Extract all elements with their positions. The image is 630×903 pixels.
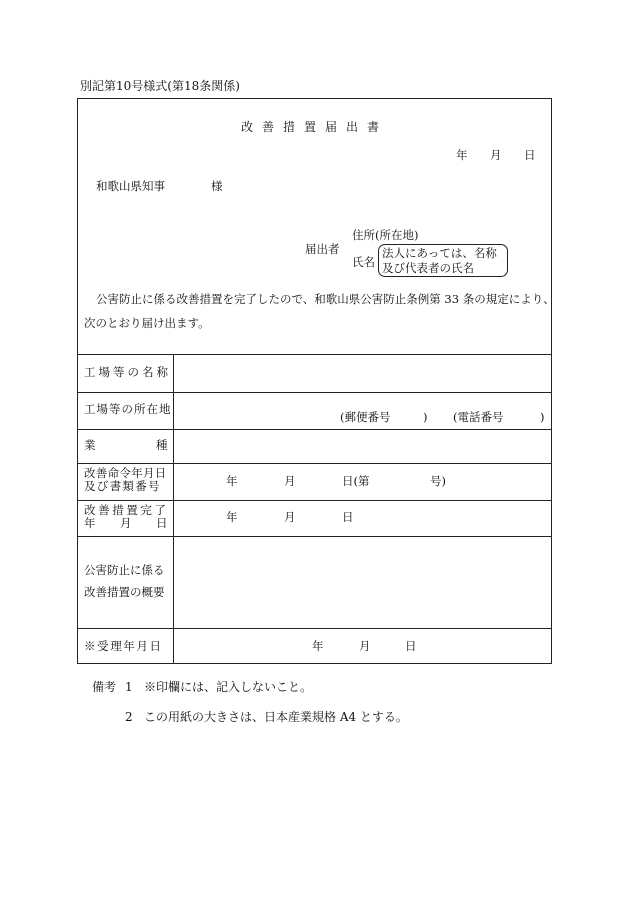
order-date-year: 年 [226, 474, 238, 488]
order-date-day: 日(第 [342, 474, 370, 488]
postal-code-close: ) [423, 410, 428, 424]
phone-number-label: (電話番号 [453, 410, 504, 424]
industry-label-b: 種 [156, 438, 168, 452]
completion-date-day: 日 [342, 510, 354, 524]
factory-location-label: 工場等の所在地 [84, 402, 172, 416]
completion-label-day: 日 [156, 516, 168, 530]
header-date-year: 年 [456, 148, 468, 162]
order-date-label-line1: 改善命令年月日 [84, 466, 167, 480]
addressee-name: 和歌山県知事 [96, 179, 165, 193]
receipt-date-day: 日 [405, 639, 417, 653]
completion-label-month: 月 [120, 516, 132, 530]
completion-label-year: 年 [84, 516, 96, 530]
form-title: 改善措置届出書 [241, 120, 389, 134]
name-note-line2: 及び代表者の氏名 [382, 261, 474, 275]
summary-field[interactable] [174, 537, 551, 627]
name-label: 氏名 [352, 255, 375, 269]
name-note-line1: 法人にあっては、名称 [382, 246, 497, 260]
note-1-text: ※印欄には、記入しないこと。 [144, 680, 313, 694]
applicant-label: 届出者 [305, 242, 340, 256]
header-date-month: 月 [490, 148, 502, 162]
notification-form [77, 98, 555, 664]
phone-number-close: ) [540, 410, 545, 424]
addressee-suffix: 様 [211, 179, 223, 193]
notes-heading: 備考 [92, 680, 117, 694]
industry-label-a: 業 [84, 438, 96, 452]
divider [78, 628, 551, 629]
order-date-label-line2: 及び書類番号 [84, 479, 161, 493]
completion-label-line1: 改善措置完了 [84, 503, 169, 517]
note-2-number: 2 [125, 710, 133, 724]
industry-field[interactable] [174, 430, 551, 462]
address-label: 住所(所在地) [352, 228, 419, 242]
receipt-date-year: 年 [312, 639, 324, 653]
completion-date-year: 年 [226, 510, 238, 524]
postal-code-label: (郵便番号 [340, 410, 391, 424]
summary-label-line1: 公害防止に係る [84, 563, 165, 577]
receipt-date-label: ※受理年月日 [84, 639, 163, 653]
factory-name-field[interactable] [174, 355, 551, 391]
header-date-day: 日 [524, 148, 536, 162]
note-2-text: この用紙の大きさは、日本産業規格 A4 とする。 [144, 710, 408, 724]
note-1-number: 1 [125, 680, 133, 694]
order-issue-number: 号) [430, 474, 446, 488]
statement-line2: 次のとおり届け出ます。 [84, 316, 210, 330]
form-number: 別記第10号様式(第18条関係) [80, 79, 240, 93]
summary-label-line2: 改善措置の概要 [84, 585, 165, 599]
completion-date-month: 月 [284, 510, 296, 524]
factory-name-label: 工場等の名称 [84, 365, 171, 379]
order-date-month: 月 [284, 474, 296, 488]
order-date-field[interactable] [174, 464, 551, 499]
statement-line1: 公害防止に係る改善措置を完了したので、和歌山県公害防止条例第 33 条の規定により、 [96, 292, 555, 306]
receipt-date-month: 月 [359, 639, 371, 653]
completion-date-field[interactable] [174, 501, 551, 535]
